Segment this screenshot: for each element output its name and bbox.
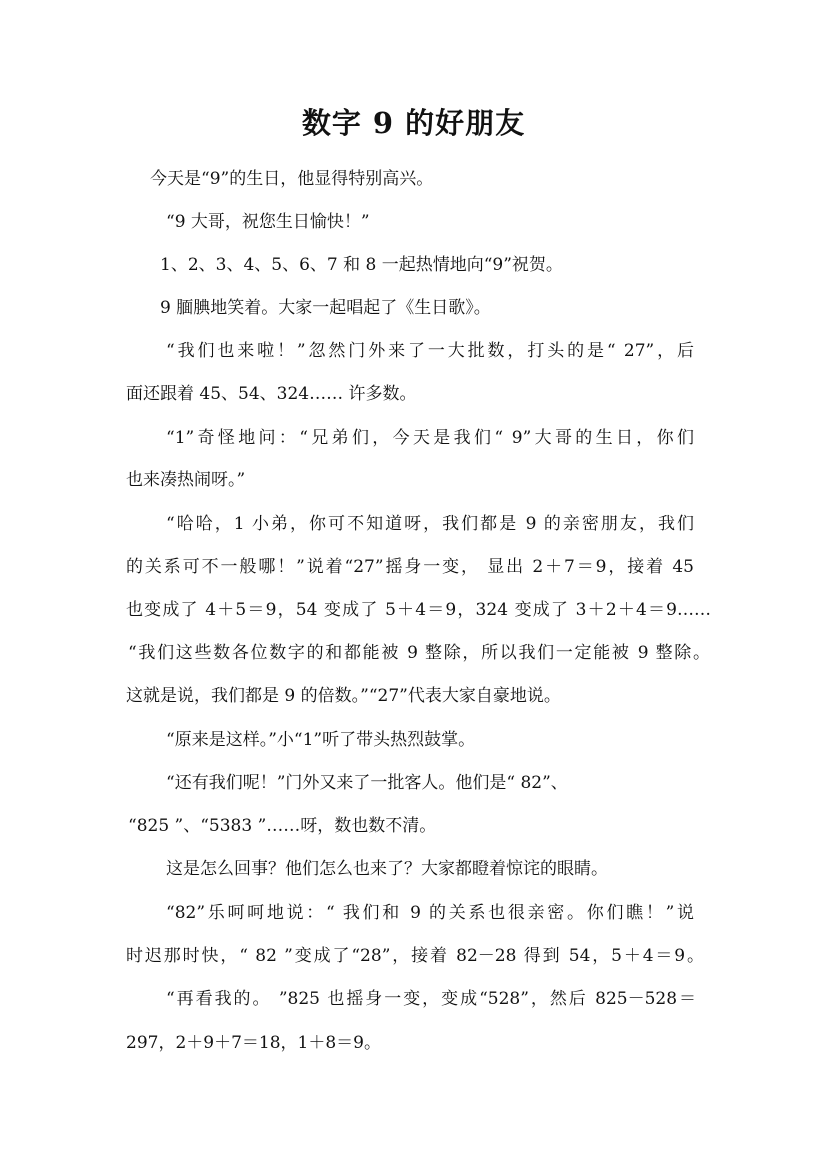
paragraph-line: 1、2、3、4、5、6、7 和 8 一起热情地向“9”祝贺。: [160, 255, 563, 275]
paragraph-line: 也来凑热闹呀。”: [126, 470, 246, 490]
document-title: 数字 9 的好朋友: [301, 106, 526, 140]
paragraph-line: 面还跟着 45、54、324…… 许多数。: [126, 384, 417, 404]
paragraph-line: “我们这些数各位数字的和都能被 9 整除，所以我们一定能被 9 整除。: [128, 643, 710, 663]
paragraph-line: 这是怎么回事？他们怎么也来了？大家都瞪着惊诧的眼睛。: [166, 859, 608, 879]
paragraph-line: 297，2＋9＋7＝18，1＋8＝9。: [126, 1033, 381, 1053]
paragraph-line: “还有我们呢！”门外又来了一批客人。他们是“ 82”、: [166, 773, 568, 793]
paragraph-line: 时迟那时快，“ 82 ”变成了“28”，接着 82－28 得到 54，5＋4＝9。: [126, 946, 704, 966]
paragraph-line: “825 ”、“5383 ”……呀，数也数不清。: [128, 816, 437, 836]
paragraph-line: 今天是“9”的生日，他显得特别高兴。: [150, 169, 434, 189]
paragraph-line: “82”乐呵呵地说：“ 我们和 9 的关系也很亲密。你们瞧！”说: [166, 903, 694, 923]
paragraph-line: 9 腼腆地笑着。大家一起唱起了《生日歌》。: [160, 298, 491, 318]
paragraph-line: 的关系可不一般哪！”说着“27”摇身一变， 显出 2＋7＝9，接着 45: [126, 557, 694, 577]
paragraph-line: “1”奇怪地问：“兄弟们，今天是我们“ 9”大哥的生日，你们: [166, 428, 694, 448]
paragraph-line: 这就是说，我们都是 9 的倍数。”“27”代表大家自豪地说。: [126, 686, 561, 706]
paragraph-line: “9 大哥，祝您生日愉快！”: [166, 212, 370, 232]
paragraph-line: 也变成了 4＋5＝9，54 变成了 5＋4＝9，324 变成了 3＋2＋4＝9……: [126, 600, 711, 620]
paragraph-line: “哈哈，1 小弟，你可不知道呀，我们都是 9 的亲密朋友，我们: [166, 514, 694, 534]
paragraph-line: “再看我的。 ”825 也摇身一变，变成“528”，然后 825－528＝: [166, 989, 696, 1009]
paragraph-line: “我们也来啦！”忽然门外来了一大批数，打头的是“ 27”，后: [166, 341, 694, 361]
paragraph-line: “原来是这样。”小“1”听了带头热烈鼓掌。: [166, 730, 476, 750]
